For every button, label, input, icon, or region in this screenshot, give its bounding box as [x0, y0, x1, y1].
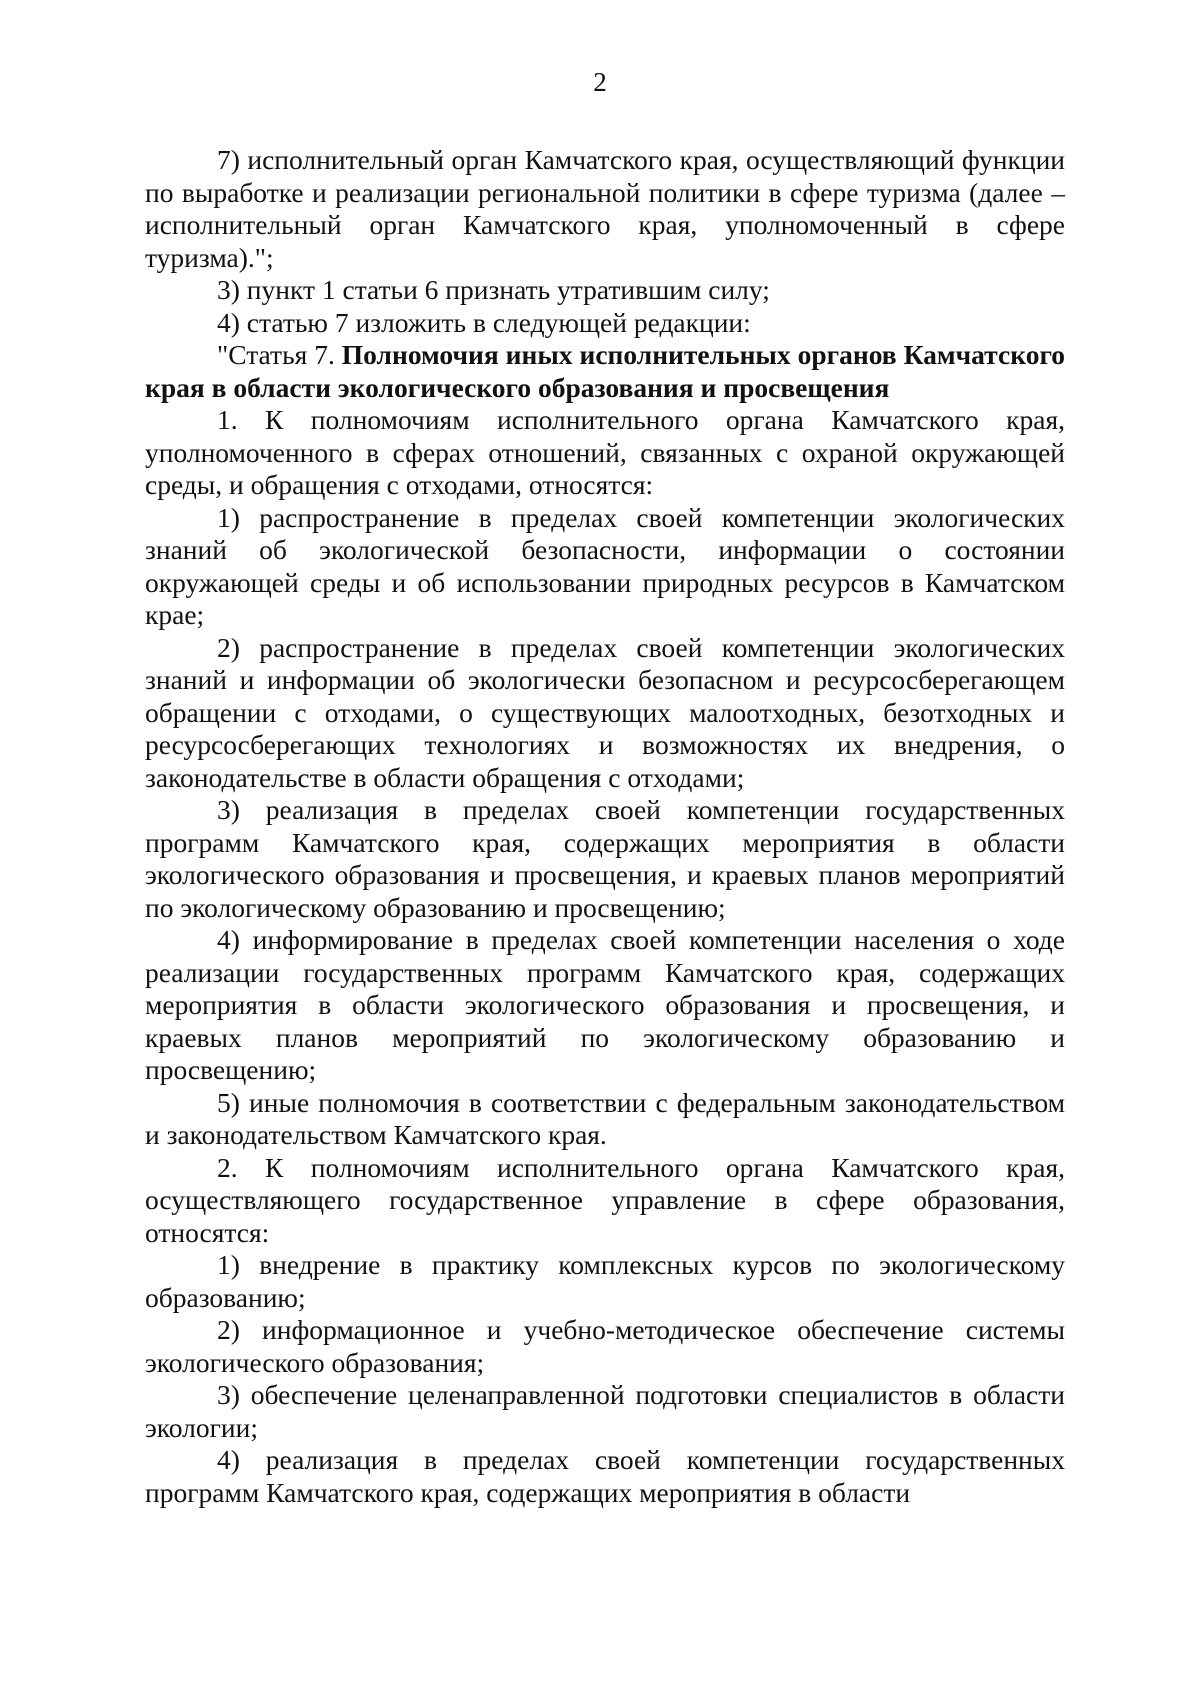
paragraph-point-3: 3) пункт 1 статьи 6 признать утратившим силу;: [217, 274, 770, 305]
paragraph-part-2-item-2: 2) информационное и учебно-методическое обеспечение системы экологического образования;: [145, 1314, 1065, 1378]
article-7-prefix: "Статья 7.: [217, 339, 342, 370]
document-body: [145, 144, 1065, 1509]
paragraph-point-4: 4) статью 7 изложить в следующей редакции:: [217, 306, 751, 338]
paragraph-part-1-item-5: 5) иные полномочия в соответствии с федеральным законодательством и законодательством Камчатского края.: [145, 1086, 1065, 1150]
paragraph-item-7-tourism-authority: 7) исполнительный орган Камчатского края, осуществляющий функции по выработке и реализации региональной политики в сфере туризма (далее – исполнительный орган Камчатского края, уполномоченный в сфере туризма).";: [145, 144, 1065, 273]
paragraph-part-1-item-1: 1) распространение в пределах своей компетенции экологических знаний об экологической безопасности, информации о состоянии окружающей среды и об использовании природных ресурсов в Камчатском крае;: [145, 501, 1065, 630]
paragraph-part-2-item-4: 4) реализация в пределах своей компетенции государственных программ Камчатского края, содержащих мероприятия в области: [145, 1444, 1065, 1508]
paragraph-part-2: 2. К полномочиям исполнительного органа Камчатского края, осуществляющего государственное управление в сфере образования, относятся:: [145, 1151, 1065, 1248]
paragraph-part-1-item-3: 3) реализация в пределах своей компетенции государственных программ Камчатского края, содержащих мероприятия в области экологического образования и просвещения, и краевых планов мероприятий по экологическому образованию и просвещению;: [145, 794, 1065, 923]
page-number: 2: [593, 67, 607, 97]
paragraph-part-2-item-1: 1) внедрение в практику комплексных курсов по экологическому образованию;: [145, 1249, 1065, 1313]
paragraph-part-1: 1. К полномочиям исполнительного органа Камчатского края, уполномоченного в сферах отношений, связанных с охраной окружающей среды, и обращения с отходами, относятся:: [145, 404, 1065, 500]
paragraph-part-1-item-4: 4) информирование в пределах своей компетенции населения о ходе реализации государственных программ Камчатского края, содержащих мероприятия в области экологического образования и просвещения, и краевых планов мероприятий по экологическому образованию и просвещению;: [145, 924, 1065, 1085]
article-7-heading: [145, 339, 1065, 404]
paragraph-part-2-item-3: 3) обеспечение целенаправленной подготовки специалистов в области экологии;: [145, 1379, 1065, 1443]
article-7-title: Полномочия иных исполнительных органов Камчатского края в области экологического образования и просвещения: [145, 339, 1066, 403]
paragraph-part-1-item-2: 2) распространение в пределах своей компетенции экологических знаний и информации об экологически безопасном и ресурсосберегающем обращении с отходами, о существующих малоотходных, безотходных и ресурсосберегающих технологиях и возможностях их внедрения, о законодательстве в области обращения с отходами;: [145, 631, 1065, 793]
